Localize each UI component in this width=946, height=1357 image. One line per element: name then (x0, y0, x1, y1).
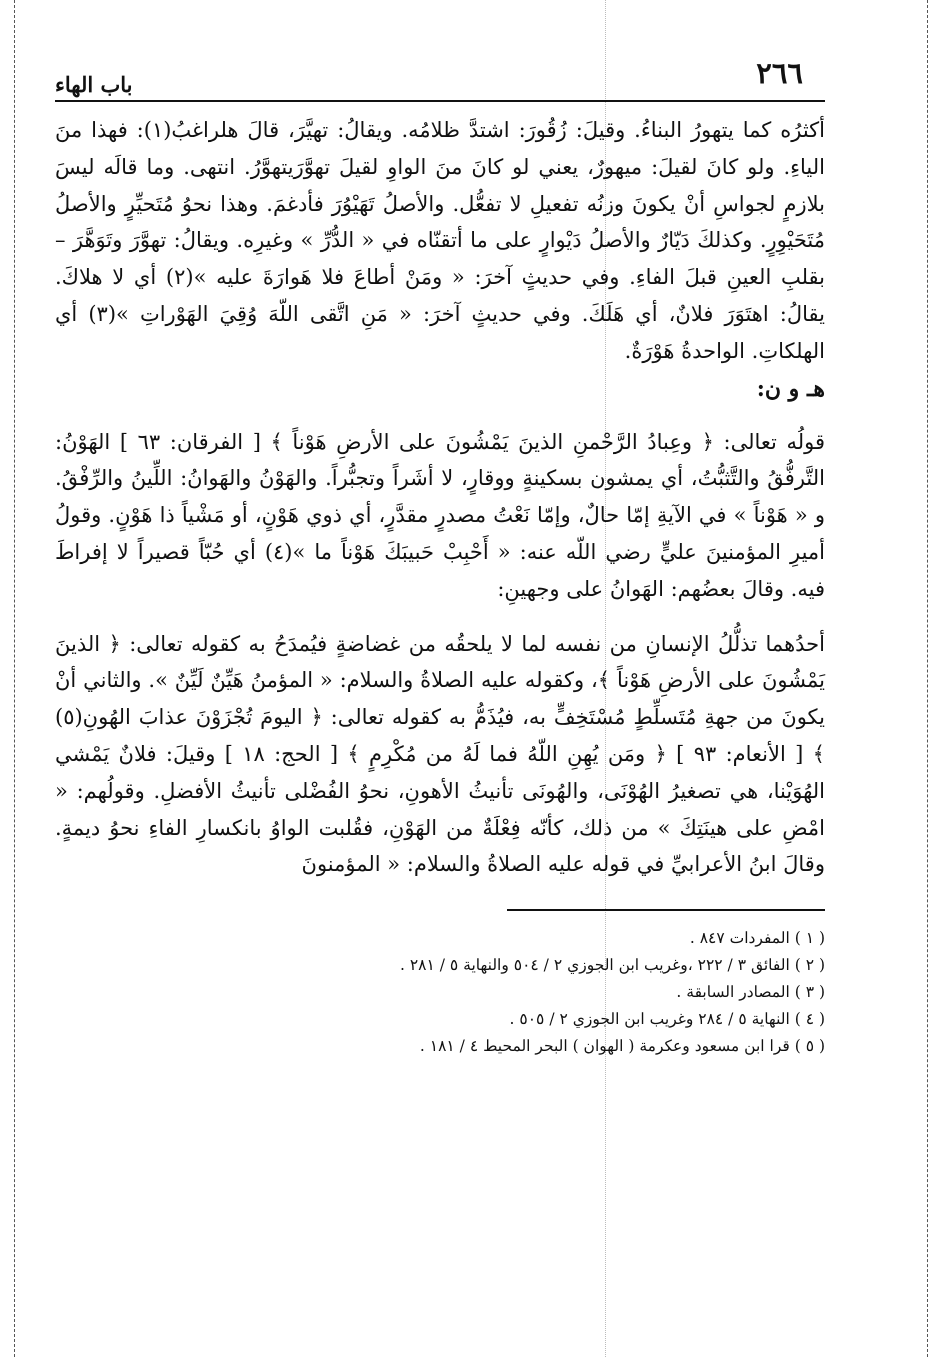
footnote-item: ( ٥ ) قرا ابن مسعود وعكرمة ( الهوان ) البحر المحيط ٤ / ١٨١ . (419, 1037, 825, 1056)
footnote-item: ( ١ ) المفردات ٨٤٧ . (689, 929, 825, 948)
paragraph-hwn-meanings: أحدُهما تذلُّلُ الإنسانِ من نفسه لما لا يلحقُه من غضاضةٍ فيُمدَحُ به كقوله تعالى: ﴿ الذينَ يَمْشُونَ على الأرضِ هَوْناً ﴾، وكقوله عليه الصلاةُ والسلام: « المؤمنُ هَيِّنٌ لَيِّنٌ ». والثاني أنْ يكونَ من جهةِ مُتَسلِّطٍ مُسْتَخِفٍّ به، فيُذَمُّ به كقوله تعالى: ﴿ اليومَ تُجْزَوْنَ عذابَ الهُونِ(٥) ﴾ [ الأنعام: ٩٣ ] ﴿ ومَن يُهِنِ اللّهُ فما لَهُ من مُكْرِمٍ ﴾ [ الحج: ١٨ ] وقيلَ: فلانٌ يَمْشي الهُوَيْنا، هي تصغيرُ الهُوْنَى، والهُونَى تأنيثُ الأهونِ، نحوُ الفُضْلى تأنيثُ الأفضلِ. وقولُهم: « امْضِ على هينَتِكَ » من ذلك، كأنّه فِعْلَةٌ من الهَوْنِ، فقُلبت الواوُ بانكسارِ الفاءِ نحوُ ديمةٍ. وقالَ ابنُ الأعرابيِّ في قوله عليه الصلاةُ والسلام: « المؤمنونَ (55, 631, 826, 877)
chapter-title: باب الهاء (55, 72, 133, 97)
paragraph-hwn-verse: قولُه تعالى: ﴿ وعِبادُ الرَّحْمنِ الذينَ يَمْشُونَ على الأرضِ هَوْناً ﴾ [ الفرقان: ٦٣ ] الهَوْنُ: التَّرفُّقُ والتَّثبُّتُ، أي يمشون بسكينةٍ ووقارٍ، لا أشَراً وتجبُّراً. والهَوْنُ والهَوانُ: اللِّينُ والرِّفْقُ. و « هَوْناً » في الآيةِ إمّا حالٌ، وإمّا نَعْتُ مصدرٍ مقدَّرٍ، أي ذوي هَوْنٍ، أو مَشْياً ذا هَوْنٍ. وقولُ أميرِ المؤمنينَ عليٍّ رضي اللّه عنه: « أَحْبِبْ حَبيبَكَ هَوْناً ما »(٤) أي حُبّاً قصيراً لا إفراطَ فيه. وقالَ بعضُهم: الهَوانُ على وجهينِ: (55, 429, 825, 601)
entry-heading-hwn: هـ و ن: (756, 375, 825, 402)
scan-edge-right (927, 0, 928, 1357)
page-number: ٢٦٦ (756, 56, 803, 90)
paragraph-hwr-continued: أكثرُه كما يتهورُ البناءُ. وقيلَ: زُقُورَ: اشتدَّ ظلامُه. ويقالُ: تهيَّرَ، قالَ هلراغبُ(١): فهذا منَ الياءِ. ولو كانَ لقيلَ: ميهورٌ، يعني لو كانَ منَ الواوِ لقيلَ تهوَّرَيتهوَّرُ. انتهى. وما قالَه ليسَ بلازمٍ لجواسِ أنْ يكونَ وزنُه تفعيلِ لا تفعُّل. والأصلُ تَهَيْوُرَ فأدغمَ. وهذا نحوُ مُتَحيِّرٍ والأصلُ مُتَحَيْوِرٍ. وكذلكَ دَيّارٌ والأصلُ دَيْوارٍ على ما أتقنّاه في « الدُّرِّ » وغيرِه. ويقالُ: تهوَّرَ وتَوَهَّرَ – بقلبِ العينِ قبلَ الفاءِ. وفي حديثٍ آخرَ: « ومَنْ أطاعَ فلا هَوارَةَ عليه »(٢) أي لا هلاكَ. يقالُ: اهتَوَرَ فلانٌ، أي هَلَكَ. وفي حديثٍ آخرَ: « مَنِ اتَّقى اللّهَ وُقِيَ الهَوْراتِ »(٣) أي الهلكاتِ. الواحدةُ هَوْرَةٌ. (55, 118, 825, 363)
footnote-item: ( ٤ ) النهاية ٥ / ٢٨٤ وغريب ابن الجوزي ٢ / ٥٠٥ . (509, 1010, 825, 1029)
footnotes (55, 925, 825, 1060)
footnote-item: ( ٣ ) المصادر السابقة . (676, 983, 825, 1002)
footnote-item: ( ٢ ) الفائق ٣ / ٢٢٢ ،وغريب ابن الجوزي ٢ / ٥٠٤ والنهاية ٥ / ٢٨١ . (399, 956, 825, 975)
book-page (55, 50, 825, 1060)
scan-edge-left (14, 0, 15, 1357)
footnote-divider (507, 909, 825, 911)
page-header (55, 50, 825, 102)
